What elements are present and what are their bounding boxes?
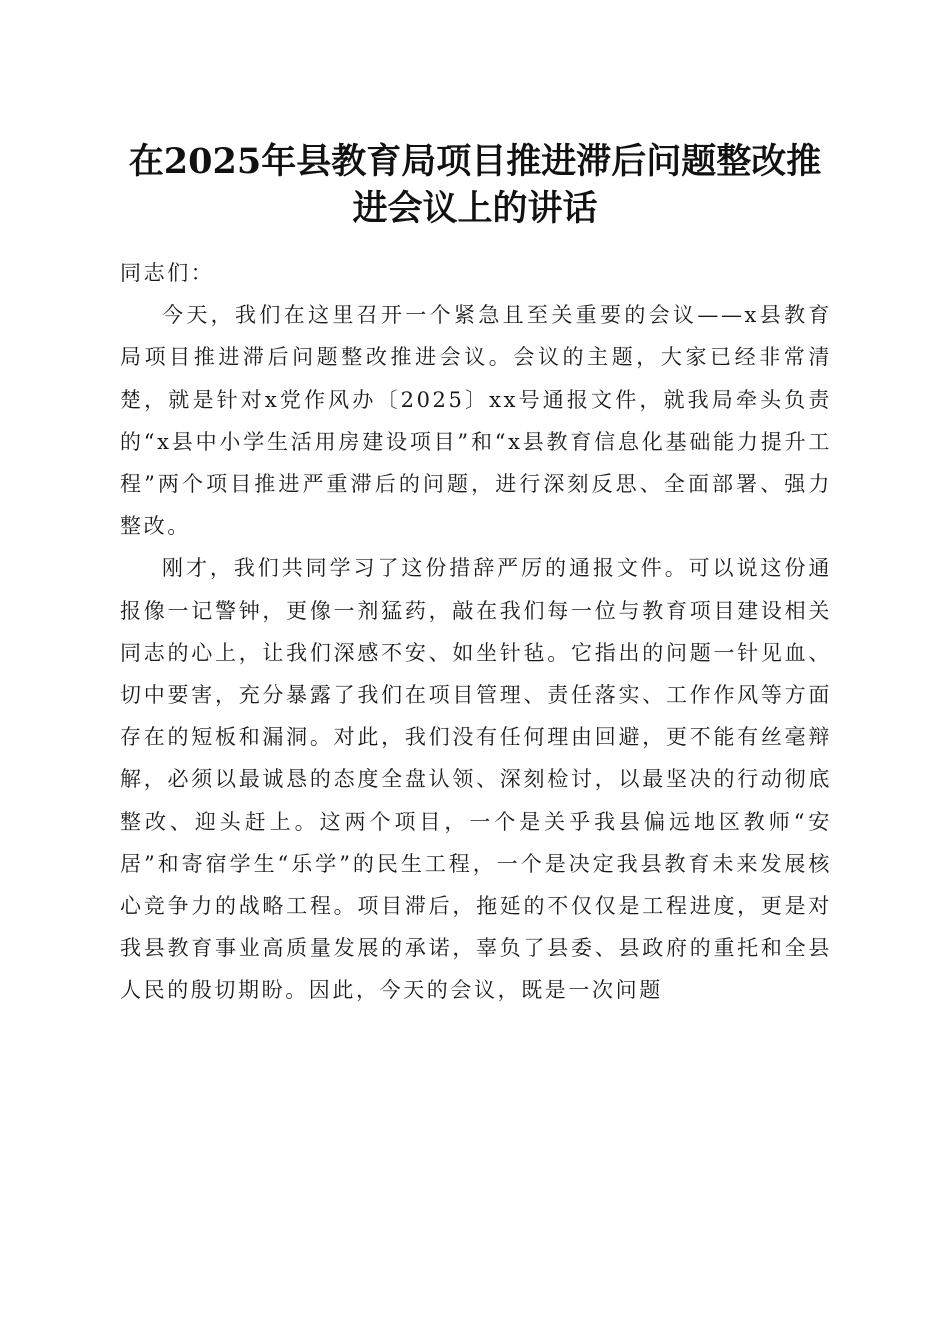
document-title: 在2025年县教育局项目推进滞后问题整改推进会议上的讲话 [128,141,822,229]
paragraph-2: 刚才，我们共同学习了这份措辞严厉的通报文件。可以说这份通报像一记警钟，更像一剂猛药，敲在我们每一位与教育项目建设相关同志的心上，让我们深感不安、如坐针毡。它指出的问题一针见血、切中要害，充分暴露了我们在项目管理、责任落实、工作作风等方面存在的短板和漏洞。对此，我们没有任何理由回避，更不能有丝毫辩解，必须以最诚恳的态度全盘认领、深刻检讨，以最坚决的行动彻底整改、迎头赶上。这两个项目，一个是关乎我县偏远地区教师“安居”和寄宿学生“乐学”的民生工程，一个是决定我县教育未来发展核心竞争力的战略工程。项目滞后，拖延的不仅仅是工程进度，更是对我县教育事业高质量发展的承诺，辜负了县委、县政府的重托和全县人民的殷切期盼。因此，今天的会议，既是一次问题 [120,556,832,1003]
paragraph-1: 今天，我们在这里召开一个紧急且至关重要的会议——x县教育局项目推进滞后问题整改推进会议。会议的主题，大家已经非常清楚，就是针对x党作风办〔2025〕xx号通报文件，就我局牵头负责的“x县中小学生活用房建设项目”和“x县教育信息化基础能力提升工程”两个项目推进严重滞后的问题，进行深刻反思、全面部署、强力整改。 [120,303,832,539]
document-body [120,252,832,1012]
salutation: 同志们： [120,261,215,285]
